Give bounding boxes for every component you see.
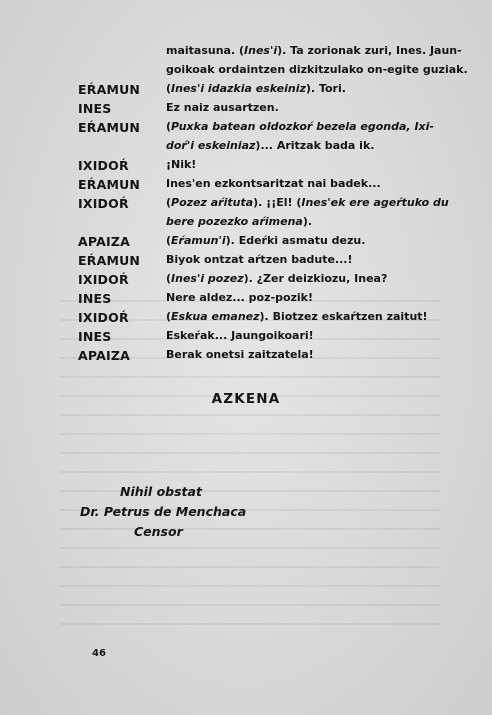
dialogue-line (0, 82, 492, 101)
speaker-name: IXIDOŔ (78, 158, 129, 173)
speaker-name: EŔAMUN (78, 120, 141, 135)
dialogue-text (166, 253, 438, 266)
dialogue-text (166, 139, 438, 152)
dialogue-line (0, 234, 492, 253)
dialogue-text (166, 234, 438, 247)
speaker-name: IXIDOŔ (78, 196, 129, 211)
spoken-text: ( (166, 120, 172, 133)
dialogue-text (166, 101, 438, 114)
stage-direction: Eŕamun'i (171, 234, 226, 247)
spoken-text: ). Edeŕki asmatu dezu. (225, 234, 366, 247)
dialogue-line (0, 215, 492, 234)
dialogue-line (0, 291, 492, 310)
dialogue-line (0, 348, 492, 367)
dialogue-text (166, 272, 438, 285)
spoken-text: ( (166, 234, 172, 247)
dialogue-text (166, 158, 438, 171)
spoken-text: ). Ta zorionak zuri, Ines. Jaun- (277, 44, 462, 57)
speaker-name: IXIDOŔ (78, 272, 129, 287)
stage-direction: Puxka batean oldozkoŕ bezela egonda, Ixi- (171, 120, 434, 133)
dialogue-text (166, 196, 449, 209)
spoken-text: ). ¡¡El! ( (253, 196, 302, 209)
dialogue-text (166, 44, 462, 57)
dialogue-line (0, 177, 492, 196)
dialogue-text (166, 348, 438, 361)
stage-direction: Ines'ek ere ageŕtuko du (301, 196, 449, 209)
speaker-name: APAIZA (78, 348, 130, 363)
dialogue-line (0, 63, 492, 82)
speaker-name: APAIZA (78, 234, 130, 249)
speaker-name: INES (78, 329, 112, 344)
dialogue-line (0, 44, 492, 63)
censor-name-line: Dr. Petrus de Menchaca (80, 504, 247, 519)
dialogue-text (166, 310, 438, 323)
stage-direction: Pozez aŕituta (171, 196, 254, 209)
dialogue-line (0, 272, 492, 291)
page-number: 46 (92, 648, 106, 659)
dialogue-text (166, 215, 438, 228)
spoken-text: Ines'en ezkontsaritzat nai badek... (166, 177, 381, 190)
spoken-text: Berak onetsi zaitzatela! (166, 348, 314, 361)
spoken-text: ). (302, 215, 313, 228)
spoken-text: Ez naiz ausartzen. (166, 101, 279, 114)
spoken-text: Nere aldez... poz-pozik! (166, 291, 314, 304)
spoken-text: Biyok ontzat aŕtzen badute...! (166, 253, 353, 266)
dialogue-text (166, 291, 438, 304)
stage-direction: Ines'i idazkia eskeiniz (171, 82, 306, 95)
stage-direction: bere pozezko aŕimena (166, 215, 303, 228)
dialogue-block (0, 44, 492, 367)
dialogue-line (0, 158, 492, 177)
nihil-obstat-line: Nihil obstat (120, 484, 202, 499)
spoken-text: ). Tori. (305, 82, 346, 95)
dialogue-line (0, 196, 492, 215)
speaker-name: INES (78, 291, 112, 306)
spoken-text: ( (166, 310, 172, 323)
speaker-name: IXIDOŔ (78, 310, 129, 325)
speaker-name: EŔAMUN (78, 253, 141, 268)
speaker-name: INES (78, 101, 112, 116)
spoken-text: maitasuna. ( (166, 44, 245, 57)
spoken-text: ¡Nik! (166, 158, 197, 171)
spoken-text: Eskeŕak... Jaungoikoari! (166, 329, 314, 342)
dialogue-text (166, 177, 438, 190)
dialogue-line (0, 120, 492, 139)
dialogue-text (166, 82, 438, 95)
dialogue-line (0, 329, 492, 348)
dialogue-text (166, 63, 468, 76)
dialogue-line (0, 310, 492, 329)
stage-direction: Ines'i pozez (171, 272, 244, 285)
censor-title-line: Censor (134, 524, 183, 539)
stage-direction: Ines'i (244, 44, 278, 57)
spoken-text: ). Biotzez eskaŕtzen zaitut! (259, 310, 428, 323)
dialogue-text (166, 329, 438, 342)
spoken-text: goikoak ordaintzen dizkitzulako on-egite guziak. (166, 63, 468, 76)
dialogue-text (166, 120, 438, 133)
stage-direction: Eskua emanez (171, 310, 260, 323)
spoken-text: ( (166, 272, 172, 285)
speaker-name: EŔAMUN (78, 177, 141, 192)
dialogue-line (0, 101, 492, 120)
spoken-text: )... Aritzak bada ik. (255, 139, 375, 152)
spoken-text: ( (166, 196, 172, 209)
spoken-text: ). ¿Zer deizkiozu, Inea? (243, 272, 388, 285)
spoken-text: ( (166, 82, 172, 95)
stage-direction: doŕ'i eskeiniaz (166, 139, 256, 152)
dialogue-line (0, 253, 492, 272)
speaker-name: EŔAMUN (78, 82, 141, 97)
end-heading: AZKENA (211, 391, 281, 407)
dialogue-line (0, 139, 492, 158)
